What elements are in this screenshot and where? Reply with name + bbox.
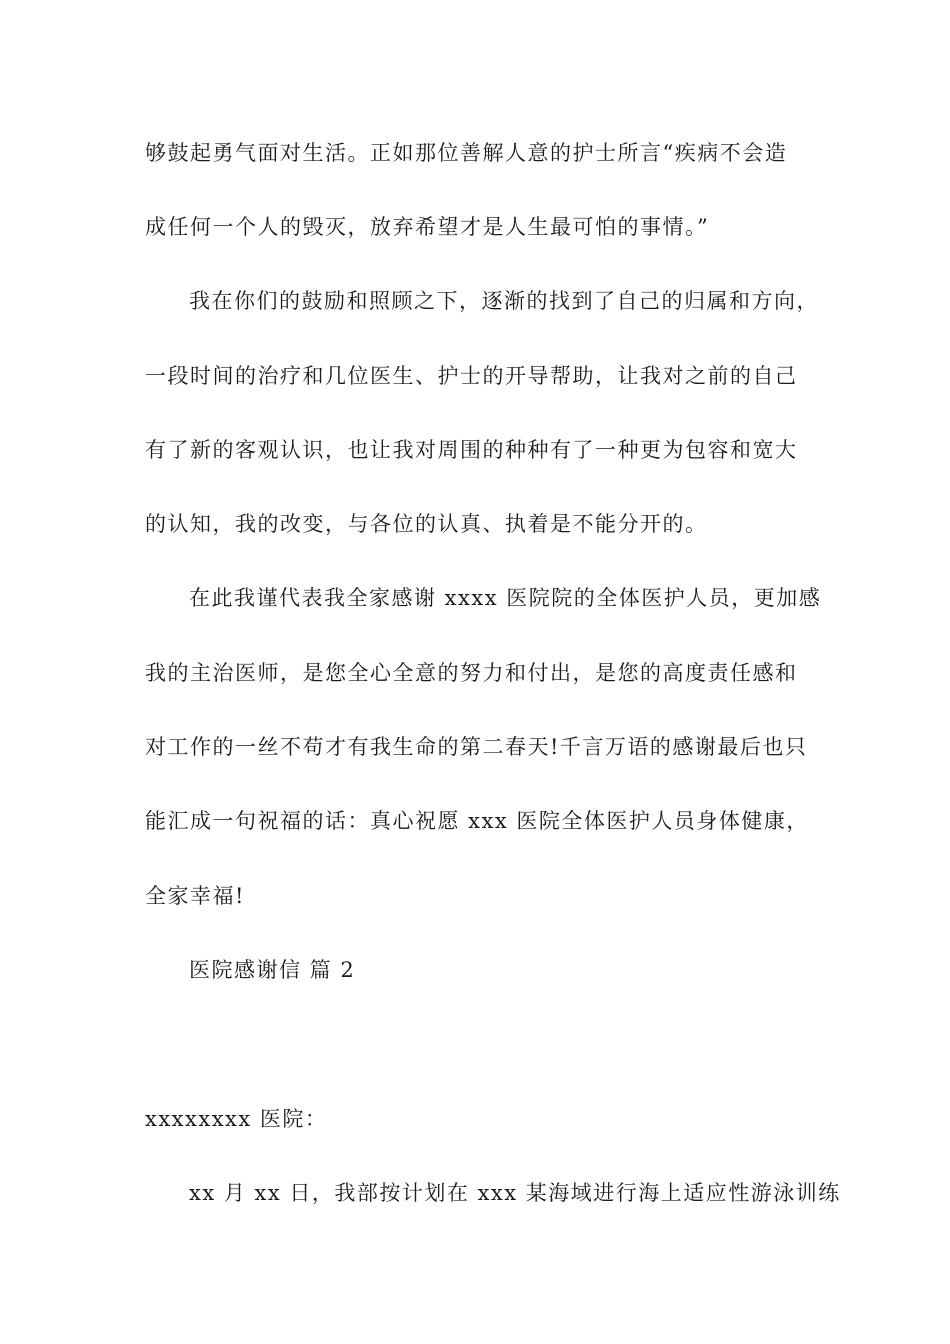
text-line-14: xx 月 xx 日，我部按计划在 xxx 某海域进行海上适应性游泳训练 (189, 1181, 841, 1205)
text-line-7: 在此我谨代表我全家感谢 xxxx 医院院的全体医护人员，更加感 (189, 586, 822, 610)
text-line-11: 全家幸福! (145, 884, 245, 908)
text-line-4: 一段时间的治疗和几位医生、护士的开导帮助，让我对之前的自己 (145, 364, 798, 388)
section-heading: 医院感谢信 篇 2 (189, 958, 356, 982)
text-line-10: 能汇成一句祝福的话：真心祝愿 xxx 医院全体医护人员身体健康， (145, 809, 809, 833)
text-line-8: 我的主治医师，是您全心全意的努力和付出，是您的高度责任感和 (145, 661, 798, 685)
salutation: xxxxxxxx 医院： (145, 1107, 328, 1131)
text-line-3: 我在你们的鼓励和照顾之下，逐渐的找到了自己的归属和方向， (189, 289, 819, 313)
text-line-2: 成任何一个人的毁灭，放弃希望才是人生最可怕的事情。” (145, 215, 710, 239)
text-line-5: 有了新的客观认识，也让我对周围的种种有了一种更为包容和宽大 (145, 438, 798, 462)
text-line-6: 的认知，我的改变，与各位的认真、执着是不能分开的。 (145, 512, 708, 536)
text-line-1: 够鼓起勇气面对生活。正如那位善解人意的护士所言“疾病不会造 (145, 141, 788, 165)
text-line-9: 对工作的一丝不苟才有我生命的第二春天!千言万语的感谢最后也只 (145, 735, 808, 759)
